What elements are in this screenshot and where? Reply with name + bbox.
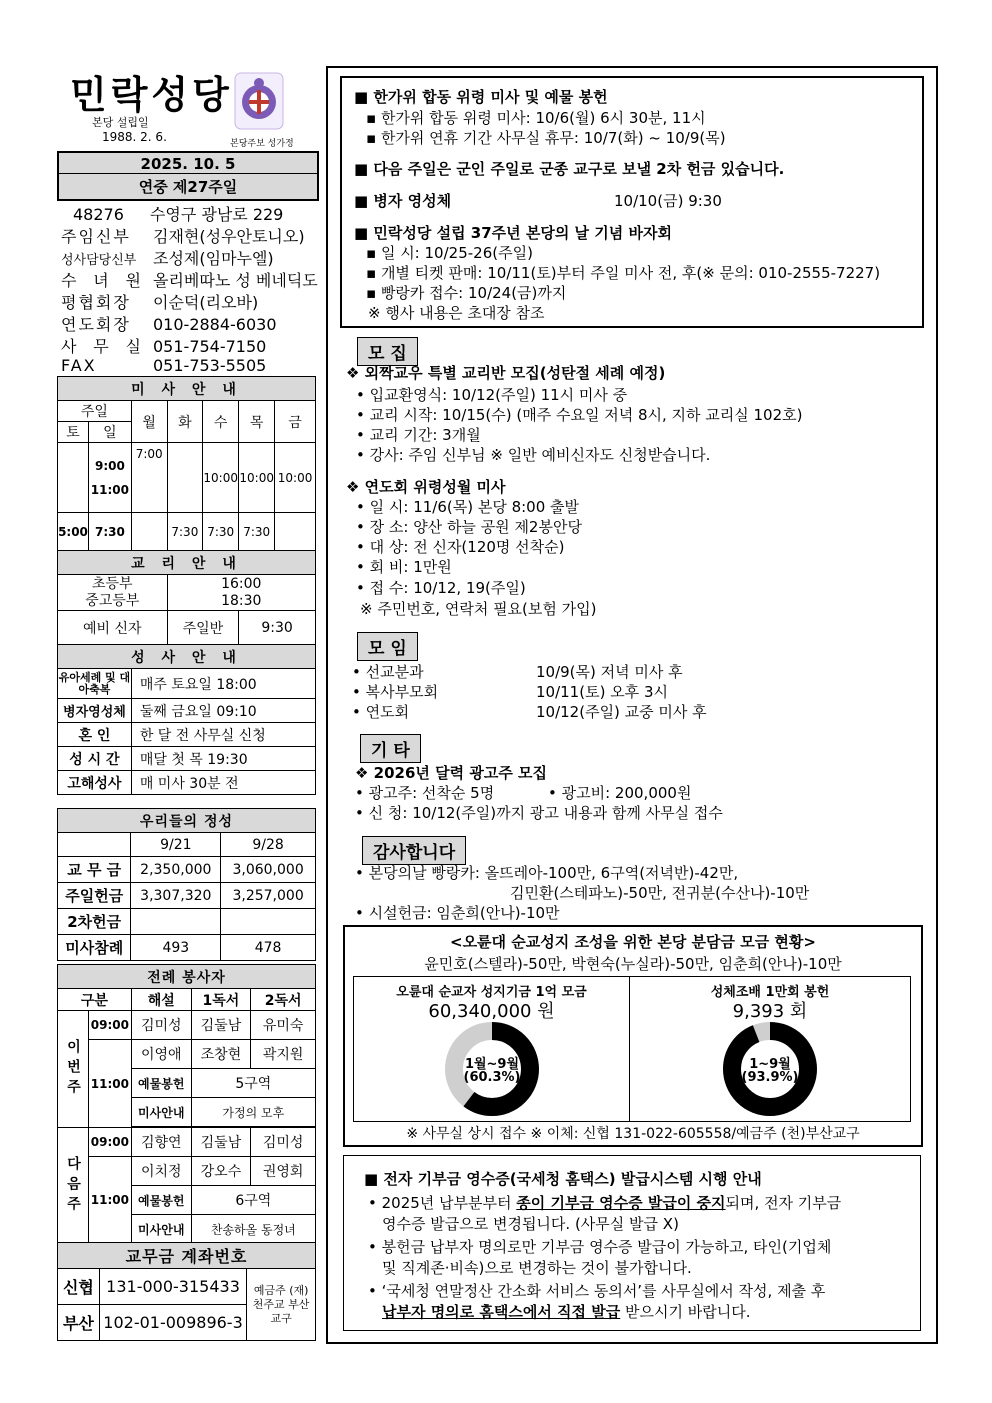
recruit-a-title: ❖ 외짝교우 특별 교리반 모집(성탄절 세례 예정): [346, 364, 666, 382]
right-chart-period: 1~9월: [749, 1057, 791, 1072]
fund-title: <오륜대 순교성지 조성을 위한 본당 분담금 모금 현황>: [450, 933, 816, 951]
fund-footer: ※ 사무실 상시 접수 ※ 이체: 신협 131-022-605558/예금주 (천)부산교구: [406, 1126, 860, 1142]
sacrament-confession-value: 매 미사 30분 전: [131, 771, 315, 795]
meetings-title: 모 임: [357, 632, 418, 661]
catechism-title: 교 리 안 내: [58, 551, 316, 575]
left-tables: [57, 376, 316, 795]
etc-a-title: ❖ 2026년 달력 광고주 모집: [355, 764, 548, 782]
servers-head-reader2: 2독서: [251, 989, 316, 1011]
tax-notice-box: [343, 1155, 921, 1331]
yeondo-president-row: 연도회장 010-2884-6030: [61, 315, 277, 334]
offering-value: 3,257,000: [221, 883, 316, 909]
thanks-line: 김민환(스테파노)-50만, 전귀분(수산나)-10만: [510, 884, 810, 902]
server-name: 조창현: [191, 1040, 251, 1069]
offering-table: [57, 808, 316, 961]
recruit-line: • 장 소: 양산 하늘 공원 제2봉안당: [356, 518, 582, 536]
fax-row: FAX 051-753-5505: [61, 356, 267, 375]
notice-line: ▪ 개별 티켓 판매: 10/11(토)부터 주일 미사 전, 후(※ 문의: 010-2555-7227): [366, 264, 881, 282]
server-name: 김미성: [131, 1011, 191, 1040]
middle-label: 중고등부: [85, 592, 140, 609]
offering-value: [221, 909, 316, 935]
tax-para-1: • 2025년 납부분부터 종이 기부금 영수증 발급이 중지되며, 전자 기부금: [368, 1194, 842, 1212]
offering-row-label: 2차헌금: [58, 909, 131, 935]
wed-evening-mass: 7:30: [203, 513, 239, 551]
left-chart-period: 1월~9월: [464, 1057, 520, 1072]
etc-line: • 광고비: 200,000원: [548, 784, 692, 802]
parish-header: [58, 64, 316, 150]
convent-row: 수 녀 원 올리베따노 성 베네딕도: [61, 271, 318, 290]
sick-communion-date: 10/10(금) 9:30: [614, 192, 722, 210]
parish-name: 민락성당: [70, 72, 233, 117]
server-name: 강오수: [191, 1157, 251, 1186]
offering-title: 우리들의 정성: [58, 809, 316, 833]
bulletin-date: 2025. 10. 5: [140, 155, 236, 173]
tax-para-3: • ‘국세청 연말정산 간소화 서비스 동의서’를 사무실에서 작성, 제출 후: [368, 1282, 826, 1300]
date-box: [57, 151, 319, 201]
offering-row-label: 미사참례: [58, 935, 131, 961]
mass-title: 미 사 안 내: [58, 377, 316, 401]
server-name: 김향연: [131, 1128, 191, 1157]
recruit-line: • 회 비: 1만원: [356, 558, 452, 576]
offering-value: [131, 909, 221, 935]
this-week-time-2: 11:00: [88, 1040, 131, 1128]
this-week-time-1: 09:00: [88, 1011, 131, 1040]
wed-mass: 10:00: [203, 443, 239, 513]
sacrament-confession-label: 고해성사: [58, 771, 132, 795]
offertory-value: 5구역: [191, 1069, 315, 1098]
server-name: 김둘남: [191, 1011, 251, 1040]
server-name: 김미성: [251, 1128, 316, 1157]
left-chart-amount: 60,340,000 원: [428, 1001, 555, 1022]
servers-table: [57, 964, 316, 1245]
server-name: 권영회: [251, 1157, 316, 1186]
founded-label: 본당 설립일: [92, 116, 149, 129]
offering-value: 3,060,000: [221, 857, 316, 883]
notice-heading-3: ■ 병자 영성체: [354, 192, 452, 210]
mass-guide-label: 미사안내: [131, 1215, 191, 1244]
office-phone-row: 사 무 실 051-754-7150: [61, 337, 267, 356]
right-chart-title: 성체조배 1만회 봉헌: [710, 985, 830, 1000]
patron-label: 본당주보 성가정: [230, 139, 294, 149]
elem-label: 초등부: [91, 575, 133, 592]
council-president-row: 평협회장 이순덕(리오바): [61, 293, 259, 312]
sacrament-marriage-value: 한 달 전 사무실 신청: [131, 723, 315, 747]
notice-heading-2: ■ 다음 주일은 군인 주일로 군종 교구로 보낼 2차 헌금 있습니다.: [354, 160, 785, 178]
servers-head-reader1: 1독서: [191, 989, 251, 1011]
notice-box: [340, 76, 924, 328]
day-mon: 월: [131, 401, 167, 443]
day-wed: 수: [203, 401, 239, 443]
tax-para-3b: 납부자 명의로 홈택스에서 직접 발급 받으시기 바랍니다.: [382, 1303, 751, 1321]
recruit-title: 모 집: [357, 337, 418, 366]
account-bank: 부산: [58, 1305, 100, 1341]
day-tue: 화: [167, 401, 203, 443]
sacrament-holyhour-label: 성 시 간: [58, 747, 132, 771]
offering-value: 493: [131, 935, 221, 961]
etc-title: 기 타: [360, 734, 421, 763]
recruit-note: ※ 주민번호, 연락처 필요(보험 가입): [360, 600, 597, 618]
recruit-line: • 일 시: 11/6(목) 본당 8:00 출발: [356, 498, 580, 516]
notice-line: ▪ 일 시: 10/25-26(주일): [366, 244, 533, 262]
sun-mass-1: 9:00: [94, 458, 125, 473]
sat-evening-mass: 5:00: [58, 513, 89, 551]
meeting-name: • 연도회: [352, 703, 410, 721]
this-week-label: 이번주: [58, 1011, 89, 1128]
notice-heading-1: ■ 한가위 합동 위령 미사 및 예물 봉헌: [354, 88, 608, 106]
accounts-table: [57, 1242, 316, 1341]
server-name: 김둘남: [191, 1128, 251, 1157]
servers-head-commentator: 해설: [131, 989, 191, 1011]
tue-evening-mass: 7:30: [167, 513, 203, 551]
pre-catechumen-class: 주일반: [167, 611, 239, 645]
sacraments-title: 성 사 안 내: [58, 645, 316, 669]
day-thu: 목: [239, 401, 275, 443]
offertory-label: 예물봉헌: [131, 1069, 191, 1098]
mass-guide-value: 찬송하올 동정녀: [191, 1215, 315, 1244]
tax-para-2b: 및 직계존·비속)으로 변경하는 것이 불가합니다.: [382, 1259, 692, 1277]
right-chart-amount: 9,393 회: [732, 1001, 808, 1022]
offering-value: 3,307,320: [131, 883, 221, 909]
thanks-line: • 본당의날 빵랑카: 올뜨레아-100만, 6구역(저녁반)-42만,: [355, 864, 739, 882]
next-week-time-2: 11:00: [88, 1157, 131, 1245]
fund-box: [343, 925, 923, 1147]
pre-catechumen-label: 예비 신자: [58, 611, 168, 645]
mass-guide-value: 가정의 모후: [191, 1098, 315, 1127]
meeting-name: • 선교분과: [352, 663, 424, 681]
accounts-title: 교무금 계좌번호: [58, 1243, 316, 1269]
meeting-time: 10/12(주일) 교중 미사 후: [536, 703, 707, 721]
sun-mass-2: 11:00: [90, 482, 129, 497]
recruit-line: • 교리 기간: 3개월: [356, 426, 481, 444]
server-name: 곽지원: [251, 1040, 316, 1069]
fund-donors: 윤민호(스텔라)-50만, 박현숙(누실라)-50만, 임춘희(안나)-10만: [424, 955, 842, 973]
sacrament-priest-row: 성사담당신부 조성제(임마누엘): [61, 249, 274, 268]
offering-col-2: 9/28: [221, 833, 316, 857]
meeting-name: • 복사부모회: [352, 683, 439, 701]
sacrament-marriage-label: 혼 인: [58, 723, 132, 747]
notice-line: ▪ 빵랑카 접수: 10/24(금)까지: [366, 284, 567, 302]
server-name: 유미숙: [251, 1011, 316, 1040]
offering-row-label: 주일헌금: [58, 883, 131, 909]
next-week-time-1: 09:00: [88, 1128, 131, 1157]
mon-mass: 7:00: [131, 443, 167, 513]
meeting-time: 10/9(목) 저녁 미사 후: [536, 663, 683, 681]
notice-line: ※ 행사 내용은 초대장 참조: [368, 304, 545, 322]
account-bank: 신협: [58, 1269, 100, 1305]
thanks-line: • 시설헌금: 임춘희(안나)-10만: [355, 904, 560, 922]
server-name: 이영애: [131, 1040, 191, 1069]
servers-title: 전례 봉사자: [58, 965, 316, 989]
tax-para-1b: 영수증 발급으로 변경됩니다. (사무실 발급 X): [382, 1215, 679, 1233]
pre-catechumen-time: 9:30: [239, 611, 316, 645]
sun-evening-mass: 7:30: [88, 513, 131, 551]
next-week-label: 다음주: [58, 1128, 89, 1245]
account-holder: 예금주 (재) 천주교 부산교구: [247, 1269, 316, 1341]
day-sun: 일: [88, 422, 131, 443]
etc-line: • 광고주: 선착순 5명: [355, 784, 495, 802]
notice-line: ▪ 한가위 합동 위령 미사: 10/6(월) 6시 30분, 11시: [366, 109, 706, 127]
tax-para-2: • 봉헌금 납부자 명의로만 기부금 영수증 발급이 가능하고, 타인(기업체: [368, 1238, 832, 1256]
day-fri: 금: [275, 401, 316, 443]
contact-block: [57, 198, 317, 376]
notice-heading-4: ■ 민락성당 설립 37주년 본당의 날 기념 바자회: [354, 224, 672, 242]
account-number: 131-000-315433: [99, 1269, 246, 1305]
recruit-line: • 대 상: 전 신자(120명 선착순): [356, 538, 565, 556]
offering-value: 2,350,000: [131, 857, 221, 883]
right-chart-percent: (93.9%): [741, 1070, 799, 1085]
bulletin-sunday: 연중 제27주일: [59, 173, 317, 197]
thu-mass: 10:00: [239, 443, 275, 513]
etc-line: • 신 청: 10/12(주일)까지 광고 내용과 함께 사무실 접수: [355, 804, 723, 822]
meeting-time: 10/11(토) 오후 3시: [536, 683, 668, 701]
fund-charts-frame: [353, 976, 911, 1122]
account-number: 102-01-009896-3: [99, 1305, 246, 1341]
pastor-row: 주임신부 김재현(성우안토니오): [61, 227, 305, 246]
sacrament-baptism-value: 매주 토요일 18:00: [131, 669, 315, 699]
server-name: 이치정: [131, 1157, 191, 1186]
thu-evening-mass: 7:30: [239, 513, 275, 551]
elem-time: 16:00: [221, 575, 262, 592]
sacrament-holyhour-value: 매달 첫 목 19:30: [131, 747, 315, 771]
mass-guide-label: 미사안내: [131, 1098, 191, 1127]
offering-value: 478: [221, 935, 316, 961]
left-chart-percent: (60.3%): [463, 1070, 521, 1085]
address-row: 48276 수영구 광남로 229: [73, 205, 284, 224]
mass-sunday-head: 주일: [58, 401, 132, 422]
sacrament-sick-value: 둘째 금요일 09:10: [131, 699, 315, 723]
servers-head-type: 구분: [58, 989, 132, 1011]
middle-time: 18:30: [221, 592, 262, 609]
sacrament-sick-label: 병자영성체: [58, 699, 132, 723]
holy-family-logo: [234, 72, 284, 130]
recruit-line: • 접 수: 10/12, 19(주일): [356, 579, 526, 597]
founded-date: 1988. 2. 6.: [102, 130, 167, 144]
offertory-value: 6구역: [191, 1186, 315, 1215]
recruit-line: • 강사: 주임 신부님 ※ 일반 예비신자도 신청받습니다.: [356, 446, 711, 464]
day-sat: 토: [58, 422, 89, 443]
fri-mass: 10:00: [275, 443, 316, 513]
recruit-b-title: ❖ 연도회 위령성월 미사: [346, 478, 506, 496]
left-chart-title: 오륜대 순교자 성지기금 1억 모금: [396, 985, 587, 1000]
offering-col-1: 9/21: [131, 833, 221, 857]
recruit-line: • 교리 시작: 10/15(수) (매주 수요일 저녁 8시, 지하 교리실 102호): [356, 406, 803, 424]
notice-line: ▪ 한가위 연휴 기간 사무실 휴무: 10/7(화) ~ 10/9(목): [366, 129, 726, 147]
offertory-label: 예물봉헌: [131, 1186, 191, 1215]
tax-title: ■ 전자 기부금 영수증(국세청 홈택스) 발급시스템 시행 안내: [364, 1170, 762, 1188]
recruit-line: • 입교환영식: 10/12(주일) 11시 미사 중: [356, 386, 628, 404]
sacrament-baptism-label: 유아세례 및 대아축복: [58, 669, 132, 699]
offering-row-label: 교 무 금: [58, 857, 131, 883]
thanks-title: 감사합니다: [362, 836, 466, 865]
